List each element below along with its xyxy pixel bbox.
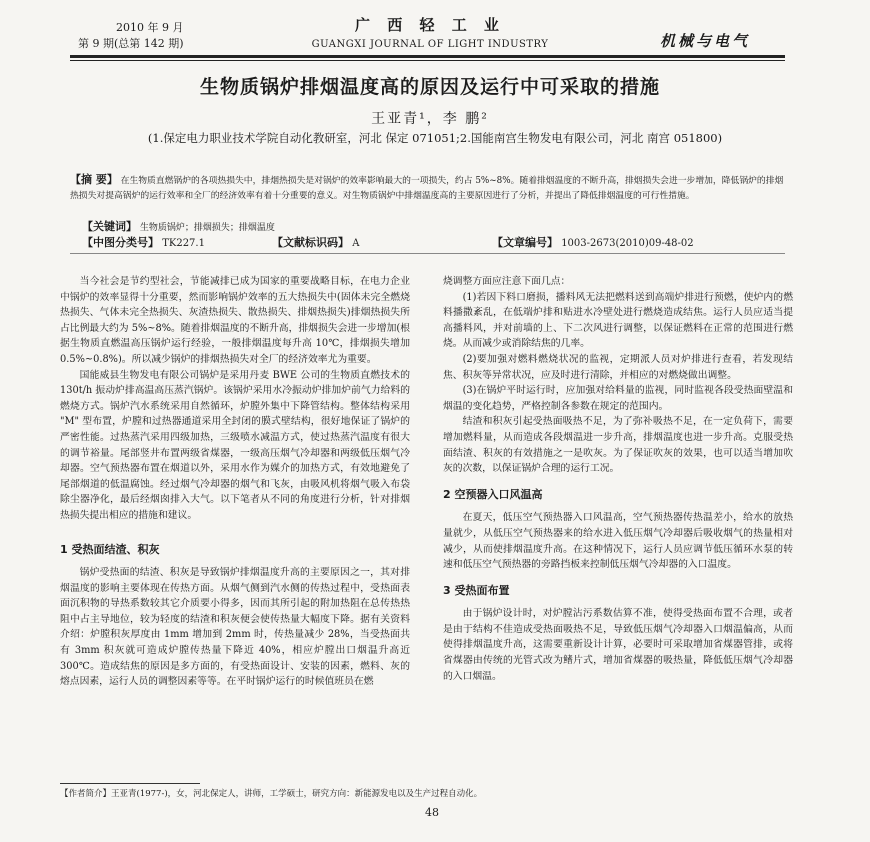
paragraph: (3)在锅炉平时运行时，应加强对给料量的监视，同时监视各段受热面壁温和烟温的变化趋势，严格控制各参数在规定的范围内。 [443, 385, 793, 412]
paragraph: 在夏天，低压空气预热器入口风温高，空气预热器传热温差小，给水的放热量就少，从低压空气预热器来的给水进入低压烟气冷却器后吸收烟气的热量相对减少，从而使排烟温度升高。在这种情况下，运行人员应调节低压循环水泵的转速和低压空气预热器的旁路挡板来控制低压烟气冷却器的入口温度。 [443, 512, 793, 571]
clc-label: 【中图分类号】 [82, 236, 159, 249]
footnote-rule [60, 783, 200, 784]
left-column [60, 274, 410, 690]
section-heading: 1 受热面结渣、积灰 [60, 542, 160, 556]
issue-date: 2010 年 9 月 [116, 21, 184, 34]
keywords-label: 【关键词】 [82, 220, 137, 233]
author-affiliation: (1.保定电力职业技术学院自动化教研室，河北 保定 071051;2.国能南宫生物发电有限公司，河北 南宫 051800) [147, 131, 723, 145]
clc-code [82, 234, 205, 250]
article-code-value: 1003-2673(2010)09-48-02 [561, 238, 694, 249]
issue-info [78, 20, 184, 52]
keywords [82, 218, 275, 234]
paragraph: 当今社会是节约型社会，节能减排已成为国家的重要战略目标，在电力企业中锅炉的效率显得十分重要，然而影响锅炉效率的五大热损失中(固体未完全燃烧热损失、气体未完全热损失、灰渣热损失、散热损失、排烟热损失)排烟热损失所占比例最大约为 5%~8%。随着排烟温度的不断升高，排烟损失会进一步增加(根据生物质直燃温高压锅炉运行经验，一般排烟温度每升高 10℃，排烟损失增加 0.5%~0.8%)。所以减少锅炉的排烟热损失对全厂的经济效率尤为重要。 [60, 276, 410, 365]
header-rule [70, 55, 785, 58]
clc-value: TK227.1 [162, 238, 205, 249]
abstract [70, 172, 785, 204]
keywords-text: 生物质锅炉；排烟损失；排烟温度 [139, 223, 275, 233]
paragraph: (2)要加强对燃料燃烧状况的监视，定期派人员对炉排进行查看，若发现结焦、积灰等异常状况，应及时进行清除，并相应的对燃烧做出调整。 [443, 353, 793, 381]
issue-number: 第 9 期(总第 142 期) [78, 37, 184, 50]
doc-label: 【文献标识码】 [272, 236, 349, 249]
section-name: 机械与电气 [660, 32, 751, 50]
page-number: 48 [425, 806, 439, 819]
paragraph: 烧调整方面应注意下面几点： [443, 276, 571, 287]
paragraph: (1)若因下料口磨损，播料风无法把燃料送到高端炉排进行预燃，使炉内的燃料播撒紊乱，在低端炉排和贴进水冷壁处进行燃烧造成结焦。运行人员应适当提高播料风，并对前墙的上、下二次风进行调整，以保证燃料在正常的范围进行燃烧。从而减少或消除结焦的几率。 [443, 291, 793, 350]
paragraph: 国能威县生物发电有限公司锅炉是采用丹麦 BWE 公司的生物质直燃技术的 130t/h 振动炉排高温高压蒸汽锅炉。该锅炉采用水冷振动炉排加炉前气力给料的燃烧方式。锅炉汽水系统采用自然循环，炉膛外集中下降管结构。整体结构采用 "M" 型布置，炉膛和过热器通道采用全封闭的膜式壁结构，很好地保证了锅炉的严密性能。过热蒸汽采用四级加热，三级喷水减温方式，使过热蒸汽温度有很大的调节裕量。尾部竖井布置两级省煤器，一级高压烟气冷却器和两级低压烟气冷却器。空气预热器布置在烟道以外，采用水作为媒介的加热方式，有效地避免了尾部烟道的低温腐蚀。经过烟气冷却器的烟气和飞灰，由吸风机将烟气吸入布袋除尘器净化，最后经烟囱排入大气。以下笔者从不同的角度进行分析，针对排烟热损失提出相应的措施和建议。 [60, 369, 410, 521]
right-column [443, 274, 793, 684]
section-heading: 2 空预器入口风温高 [443, 487, 543, 501]
abstract-divider [70, 253, 785, 254]
doc-code [272, 234, 359, 250]
article-authors: 王亚青¹，李 鹏² [371, 111, 489, 127]
abstract-text: 在生物质直燃锅炉的各项热损失中，排烟热损失是对锅炉的效率影响最大的一项损失，约占 5%~8%。随着排烟温度的不断升高，排烟损失会进一步增加，降低锅炉的排烟热损失对提高锅炉的运行效率和全厂的经济效率有着十分重要的意义。对生物质锅炉中排烟温度高的主要原因进行了分析，并提出了降低排烟温度的可行性措施。 [70, 176, 784, 201]
paragraph: 结渣和积灰引起受热面吸热不足，为了弥补吸热不足，在一定负荷下，需要增加燃料量，从而造成各段烟温进一步升高，排烟温度也进一步升高。克服受热面结渣、积灰的有效措施之一是吹灰。为了保证吹灰的效果，也可以适当增加吹灰的次数，以保证锅炉合理的运行工况。 [443, 416, 793, 475]
spacer [60, 524, 410, 532]
article-code [492, 234, 694, 250]
doc-value: A [352, 238, 360, 249]
article-title: 生物质锅炉排烟温度高的原因及运行中可采取的措施 [199, 76, 660, 98]
journal-name [260, 14, 600, 50]
journal-name-en: GUANGXI JOURNAL OF LIGHT INDUSTRY [311, 39, 549, 50]
section-heading: 3 受热面布置 [443, 583, 510, 597]
paragraph: 由于锅炉设计时，对炉膛沾污系数估算不准，使得受热面布置不合理，或者是由于结构不佳造成受热面吸热不足，导致低压烟气冷却器入口烟温偏高，从而使得排烟温度升高，这需要重新设计计算，必要时可采取增加省煤器管排，或将省煤器由传统的光管式改为鳍片式，增加省煤器的吸热量，降低低压烟气冷却器的入口烟温。 [443, 608, 793, 682]
journal-name-cn: 广 西 轻 工 业 [355, 16, 505, 34]
article-code-label: 【文章编号】 [492, 236, 558, 249]
abstract-label: 【摘 要】 [70, 173, 118, 186]
paragraph: 锅炉受热面的结渣、积灰是导致锅炉排烟温度升高的主要原因之一，其对排烟温度的影响主要体现在传热方面。从烟气侧到汽水侧的传热过程中，受热面表面沉积物的导热系数较其它介质要小得多，因而其所引起的附加热阻在总传热热阻中占主导地位，较为轻度的结渣和积灰便会使传热量大幅度下降。据有关资料介绍：炉膛积灰厚度由 1mm 增加到 2mm 时，传热量减少 28%，当受热面共有 3mm 积灰就可造成炉膛传热量下降近 40%，相应炉膛出口烟温升高近 300℃。造成结焦的原因是多方面的，有受热面设计、安装的因素，燃料、灰的熔点因素，运行人员的调整因素等等。在平时锅炉运行的时候值班员在燃 [60, 567, 410, 688]
author-footnote: 【作者简介】王亚青(1977-)，女，河北保定人，讲师，工学硕士，研究方向：新能源发电以及生产过程自动化。 [60, 789, 483, 799]
header-rule-thin [70, 60, 785, 61]
